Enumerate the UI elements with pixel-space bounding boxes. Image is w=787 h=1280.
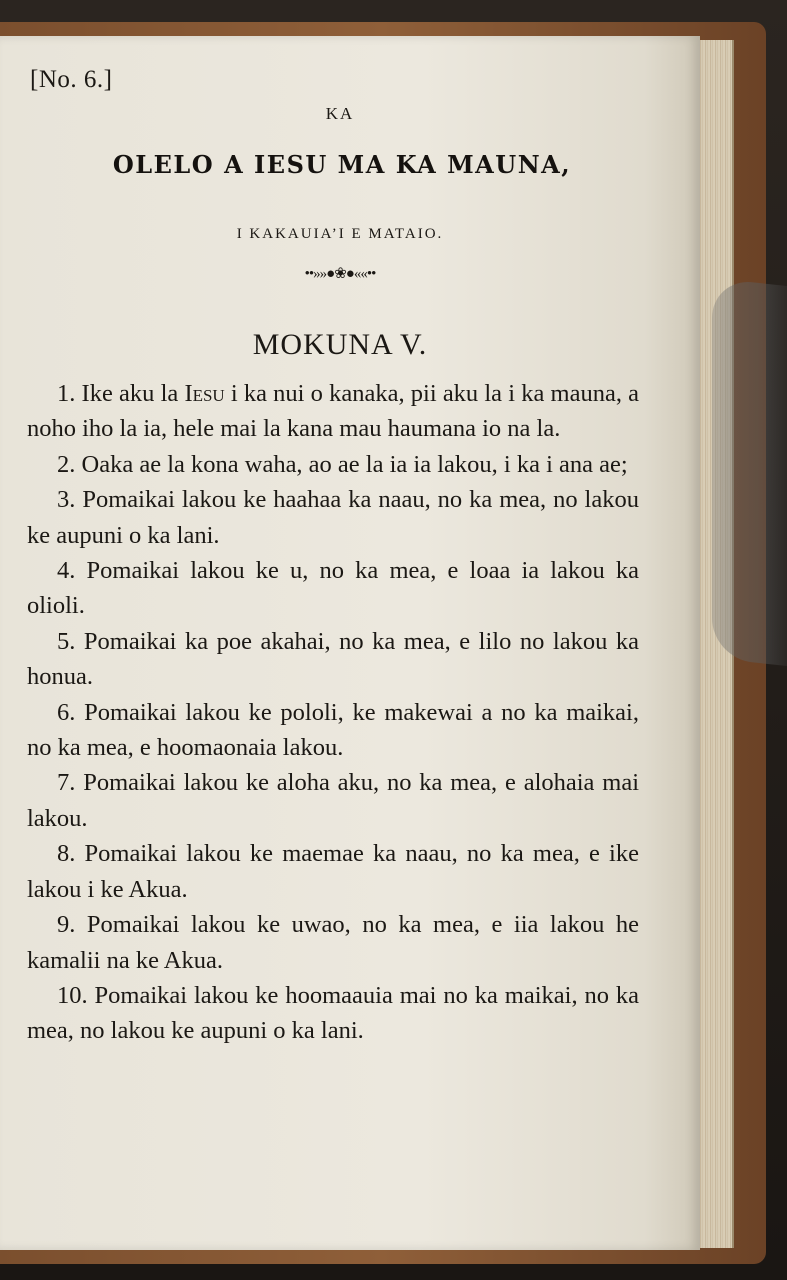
verse-name: Iesu — [184, 380, 225, 407]
verse — [27, 376, 639, 447]
verse: 6. Pomaikai lakou ke pololi, ke makewai a no ka maikai, no ka mea, e hoomaonaia lakou. — [27, 698, 639, 762]
verse: 9. Pomaikai lakou ke uwao, no ka mea, e iia lakou he kamalii na ke Akua. — [27, 911, 639, 974]
verse: 7. Pomaikai lakou ke aloha aku, no ka mea, e alohaia mai lakou. — [27, 769, 639, 832]
bookmark-ribbon — [712, 278, 787, 666]
verse-list — [27, 376, 639, 1049]
ornament-divider: ••»»●❀●««•• — [304, 266, 376, 282]
chapter-heading: MOKUNA V. — [252, 328, 428, 361]
pre-title: KA — [325, 104, 355, 123]
subtitle: I KAKAUIA’I E MATAIO. — [236, 226, 444, 242]
verse: 3. Pomaikai lakou ke haahaa ka naau, no ka mea, no lakou ke aupuni o ka lani. — [27, 486, 639, 549]
verse-text: i ka nui o kanaka, pii aku la i ka mauna, a noho iho la ia, hele mai la kana mau haumana io na la. — [27, 380, 639, 443]
verse: 5. Pomaikai ka poe akahai, no ka mea, e lilo no lakou ka honua. — [27, 627, 639, 691]
verse: 8. Pomaikai lakou ke maemae ka naau, no ka mea, e ike lakou i ke Akua. — [27, 840, 639, 903]
verse: 10. Pomaikai lakou ke hoomaauia mai no ka maikai, no ka mea, no lakou ke aupuni o ka lani. — [27, 981, 639, 1045]
number-tag: [No. 6.] — [30, 66, 113, 93]
verse: 4. Pomaikai lakou ke u, no ka mea, e loaa ia lakou ka olioli. — [27, 557, 639, 620]
page-title: OLELO A IESU MA KA MAUNA, — [112, 150, 572, 179]
verse: 2. Oaka ae la kona waha, ao ae la ia ia lakou, i ka i ana ae; — [57, 450, 628, 478]
verse-text: 1. Ike aku la — [57, 380, 185, 407]
